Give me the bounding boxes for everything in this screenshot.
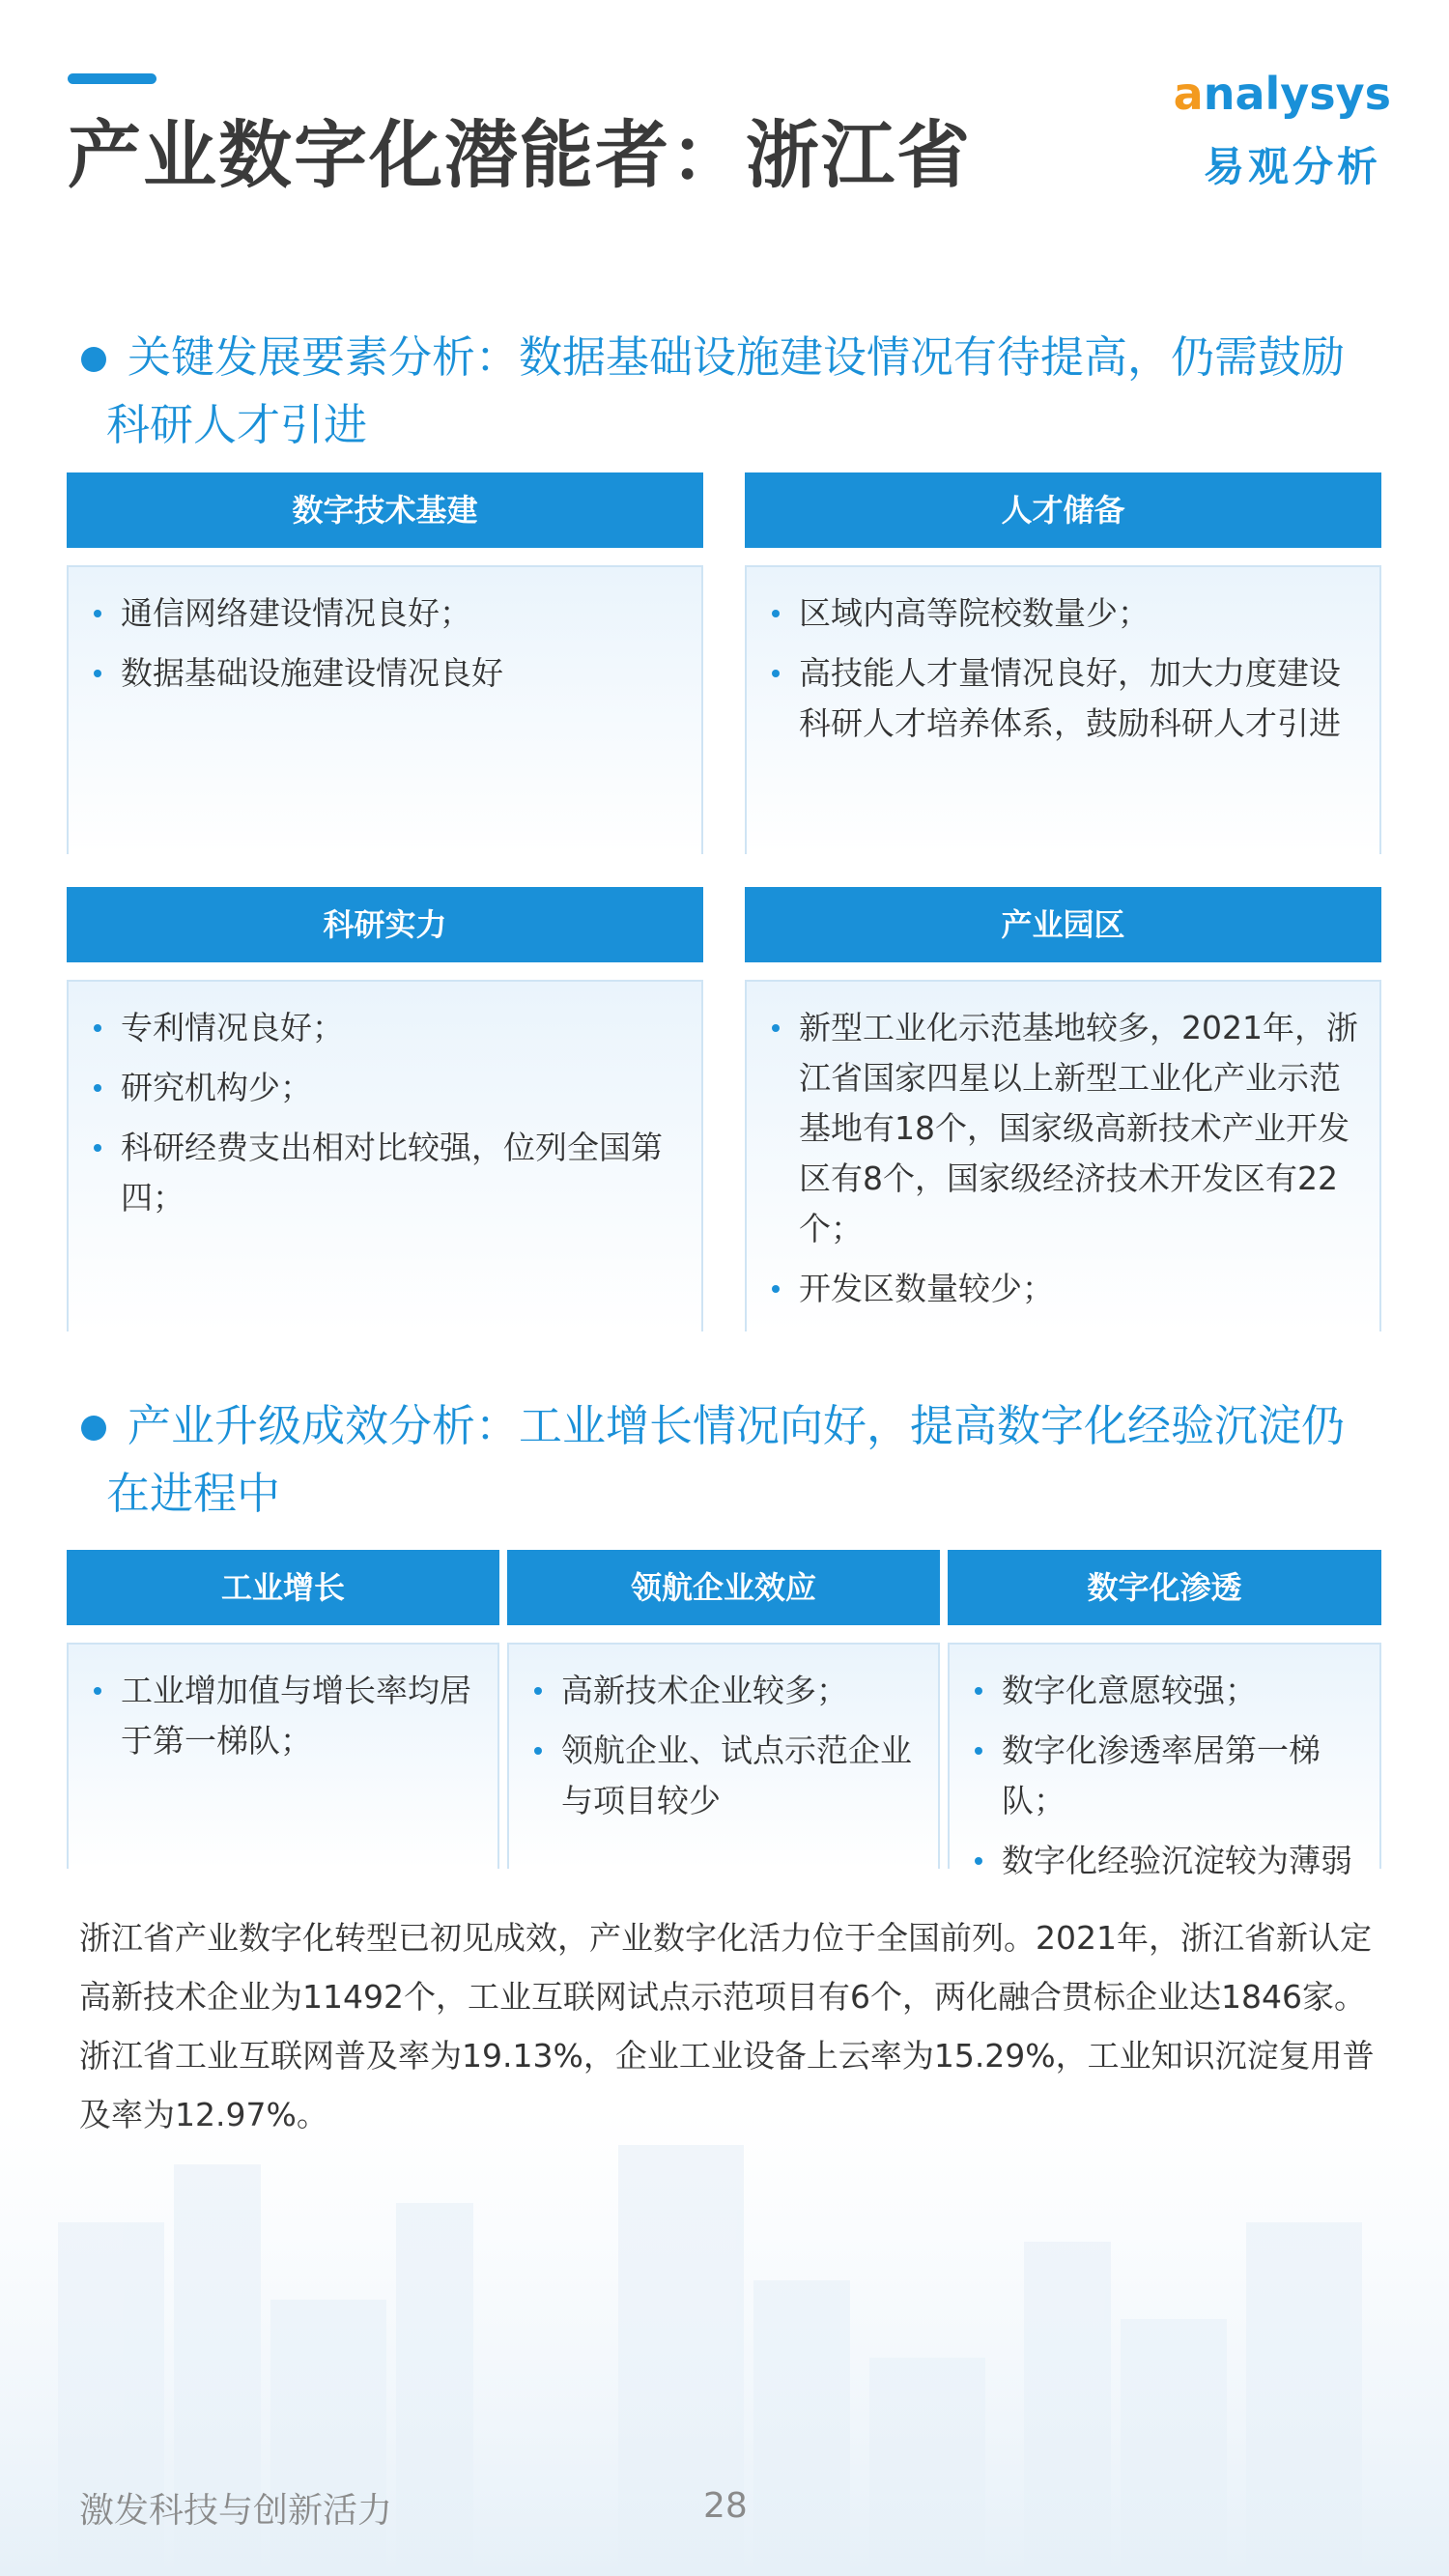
card-title: 数字技术基建 xyxy=(67,472,703,548)
title-accent-bar xyxy=(68,73,156,84)
card-title: 领航企业效应 xyxy=(507,1550,940,1625)
logo-chinese: 易观分析 xyxy=(1203,143,1381,190)
list-item: 新型工业化示范基地较多，2021年，浙江省国家四星以上新型工业化产业示范基地有18个，国家级高新技术产业开发区有8个，国家级经济技术开发区有22个； xyxy=(766,1003,1366,1254)
list-item: 数据基础设施建设情况良好 xyxy=(88,648,688,699)
card-body xyxy=(948,1643,1381,1879)
analysys-logo xyxy=(1130,68,1391,190)
card-digital-penetration xyxy=(948,1550,1381,1879)
card-title: 产业园区 xyxy=(745,887,1381,962)
bullet-dot xyxy=(81,1416,106,1441)
card-title: 人才储备 xyxy=(745,472,1381,548)
page-number: 28 xyxy=(703,2486,748,2526)
section-heading-upgrade-effects: 产业升级成效分析：工业增长情况向好，提高数字化经验沉淀仍 在进程中 xyxy=(79,1392,1364,1528)
list-item: 科研经费支出相对比较强，位列全国第四； xyxy=(88,1123,688,1223)
card-industrial-growth xyxy=(67,1550,499,1869)
list-item: 高技能人才量情况良好，加大力度建设科研人才培养体系，鼓励科研人才引进 xyxy=(766,648,1366,749)
card-body xyxy=(745,565,1381,854)
card-title: 科研实力 xyxy=(67,887,703,962)
card-title: 工业增长 xyxy=(67,1550,499,1625)
list-item: 数字化经验沉淀较为薄弱 xyxy=(969,1836,1366,1886)
summary-paragraph: 浙江省产业数字化转型已初见成效，产业数字化活力位于全国前列。2021年，浙江省新认定高新技术企业为11492个，工业互联网试点示范项目有6个，两化融合贯标企业达1846家。浙江省工业互联网普及率为19.13%，企业工业设备上云率为15.29%，工业知识沉淀复用普 xyxy=(79,1919,1375,2075)
card-body xyxy=(745,980,1381,1331)
section-heading-key-factors: 关键发展要素分析：数据基础设施建设情况有待提高，仍需鼓励 科研人才引进 xyxy=(79,324,1364,459)
card-industrial-parks xyxy=(745,887,1381,1331)
list-item: 数字化渗透率居第一梯队； xyxy=(969,1726,1366,1826)
bullet-dot xyxy=(81,347,106,372)
card-body xyxy=(67,565,703,854)
card-digital-infrastructure xyxy=(67,472,703,854)
card-body xyxy=(67,980,703,1331)
list-item: 数字化意愿较强； xyxy=(969,1666,1366,1716)
card-talent-reserve xyxy=(745,472,1381,854)
list-item: 高新技术企业较多； xyxy=(528,1666,924,1716)
page-title: 产业数字化潜能者：浙江省 xyxy=(68,112,972,198)
list-item: 专利情况良好； xyxy=(88,1003,688,1053)
list-item: 工业增加值与增长率均居于第一梯队； xyxy=(88,1666,484,1766)
list-item: 开发区数量较少； xyxy=(766,1264,1366,1314)
card-leading-enterprise-effect xyxy=(507,1550,940,1869)
list-item: 区域内高等院校数量少； xyxy=(766,588,1366,639)
list-item: 通信网络建设情况良好； xyxy=(88,588,688,639)
footer-slogan: 激发科技与创新活力 xyxy=(79,2491,393,2531)
card-title: 数字化渗透 xyxy=(948,1550,1381,1625)
list-item: 领航企业、试点示范企业与项目较少 xyxy=(528,1726,924,1826)
logo-english: analysys xyxy=(1173,68,1391,120)
list-item: 研究机构少； xyxy=(88,1063,688,1113)
card-body xyxy=(67,1643,499,1869)
card-research-strength xyxy=(67,887,703,1331)
card-body xyxy=(507,1643,940,1869)
